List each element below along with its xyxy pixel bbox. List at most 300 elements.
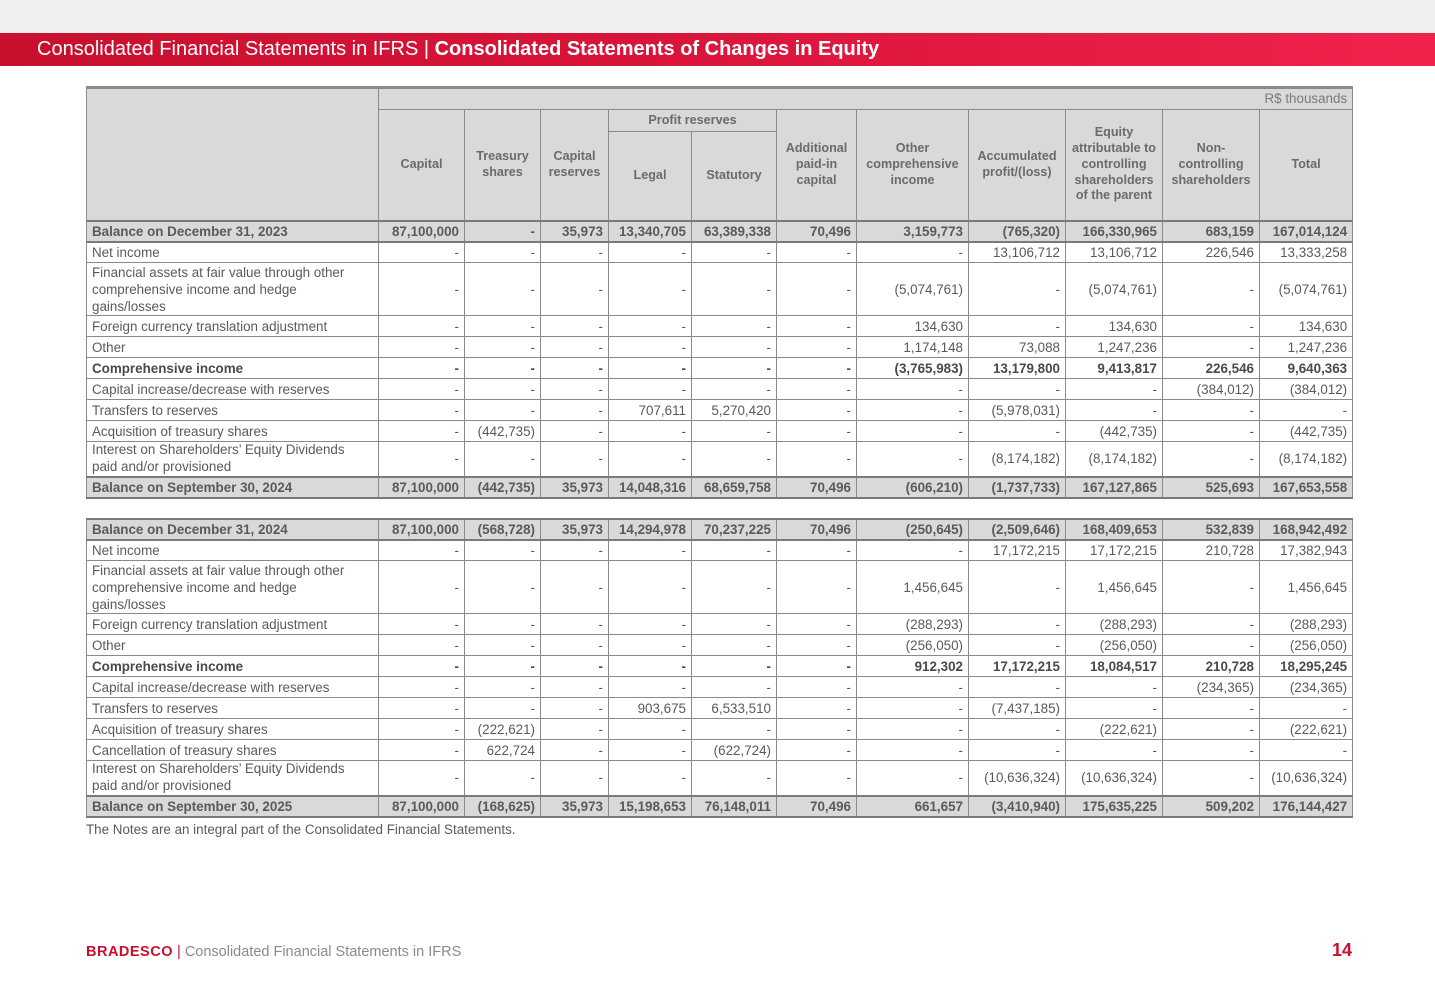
page-title-bar bbox=[0, 33, 1435, 66]
table-cell: - bbox=[777, 358, 857, 379]
table-cell: - bbox=[969, 635, 1066, 656]
table-cell: - bbox=[777, 400, 857, 421]
table-cell: - bbox=[1066, 740, 1163, 761]
table-cell: 168,409,653 bbox=[1066, 519, 1163, 540]
row-label: Interest on Shareholders’ Equity Dividends paid and/or provisioned bbox=[87, 442, 379, 477]
table-cell: - bbox=[609, 316, 692, 337]
table-cell: - bbox=[1163, 761, 1260, 796]
table-cell: - bbox=[692, 614, 777, 635]
table-cell: - bbox=[541, 400, 609, 421]
table-cell: (288,293) bbox=[1066, 614, 1163, 635]
table-cell: (10,636,324) bbox=[969, 761, 1066, 796]
table-cell: - bbox=[1163, 635, 1260, 656]
table-row bbox=[87, 540, 1353, 561]
table-cell: 70,496 bbox=[777, 796, 857, 817]
table-cell: - bbox=[379, 540, 465, 561]
table-cell: - bbox=[541, 421, 609, 442]
table-cell: - bbox=[1066, 677, 1163, 698]
table-cell: (288,293) bbox=[1260, 614, 1353, 635]
table-cell: - bbox=[609, 263, 692, 316]
table-cell: - bbox=[465, 656, 541, 677]
table-cell: - bbox=[692, 263, 777, 316]
table-cell: (384,012) bbox=[1260, 379, 1353, 400]
table-cell: - bbox=[857, 379, 969, 400]
comprehensive-income-row bbox=[87, 656, 1353, 677]
page-number: 14 bbox=[1331, 940, 1352, 960]
table-cell: - bbox=[692, 656, 777, 677]
table-cell: (606,210) bbox=[857, 477, 969, 498]
table-cell: - bbox=[692, 635, 777, 656]
table-cell: - bbox=[465, 614, 541, 635]
col-header-treasury: Treasury shares bbox=[465, 110, 541, 221]
table-cell: - bbox=[379, 677, 465, 698]
table-cell: - bbox=[1163, 719, 1260, 740]
row-label-header bbox=[87, 88, 379, 221]
page-footer bbox=[86, 944, 461, 960]
table-cell: 15,198,653 bbox=[609, 796, 692, 817]
table-cell: - bbox=[465, 540, 541, 561]
table-cell: - bbox=[777, 635, 857, 656]
table-cell: 226,546 bbox=[1163, 358, 1260, 379]
table-cell: 87,100,000 bbox=[379, 221, 465, 242]
table-cell: 226,546 bbox=[1163, 242, 1260, 263]
table-cell: 35,973 bbox=[541, 519, 609, 540]
table-cell: - bbox=[777, 242, 857, 263]
table-cell: - bbox=[1260, 698, 1353, 719]
table-cell: - bbox=[465, 221, 541, 242]
table-cell: - bbox=[1163, 442, 1260, 477]
row-label: Comprehensive income bbox=[87, 358, 379, 379]
table-cell: 166,330,965 bbox=[1066, 221, 1163, 242]
table-cell: - bbox=[1163, 421, 1260, 442]
table-cell: - bbox=[777, 677, 857, 698]
table-row bbox=[87, 677, 1353, 698]
table-cell: (5,074,761) bbox=[857, 263, 969, 316]
row-label: Transfers to reserves bbox=[87, 400, 379, 421]
table-cell: - bbox=[379, 614, 465, 635]
title-regular: Consolidated Financial Statements in IFRS | bbox=[37, 38, 435, 60]
table-cell: - bbox=[1163, 316, 1260, 337]
table-cell: - bbox=[777, 719, 857, 740]
table-cell: - bbox=[379, 263, 465, 316]
row-label: Capital increase/decrease with reserves bbox=[87, 677, 379, 698]
table-cell: - bbox=[692, 719, 777, 740]
section-2024 bbox=[87, 221, 1353, 498]
table-row bbox=[87, 614, 1353, 635]
col-header-statutory: Statutory bbox=[692, 132, 777, 221]
footnote: The Notes are an integral part of the Consolidated Financial Statements. bbox=[86, 822, 516, 837]
row-label: Interest on Shareholders’ Equity Dividends paid and/or provisioned bbox=[87, 761, 379, 796]
table-row bbox=[87, 242, 1353, 263]
table-cell: (3,410,940) bbox=[969, 796, 1066, 817]
table-cell: - bbox=[692, 761, 777, 796]
balance-row bbox=[87, 519, 1353, 540]
table-cell: - bbox=[465, 442, 541, 477]
balance-row bbox=[87, 477, 1353, 498]
table-cell: - bbox=[777, 614, 857, 635]
table-cell: - bbox=[969, 421, 1066, 442]
table-cell: - bbox=[465, 316, 541, 337]
row-label: Balance on December 31, 2023 bbox=[87, 221, 379, 242]
col-header-accumulated: Accumulated profit/(loss) bbox=[969, 110, 1066, 221]
table-cell: - bbox=[541, 263, 609, 316]
table-cell: - bbox=[465, 400, 541, 421]
balance-row bbox=[87, 221, 1353, 242]
title-bold: Consolidated Statements of Changes in Equity bbox=[434, 38, 880, 60]
table-cell: - bbox=[465, 677, 541, 698]
table-cell: - bbox=[541, 740, 609, 761]
table-cell: - bbox=[857, 421, 969, 442]
col-header-total: Total bbox=[1260, 110, 1353, 221]
table-cell: - bbox=[379, 242, 465, 263]
table-cell: - bbox=[692, 337, 777, 358]
table-cell: 35,973 bbox=[541, 477, 609, 498]
table-cell: 17,172,215 bbox=[969, 656, 1066, 677]
table-cell: 63,389,338 bbox=[692, 221, 777, 242]
table-cell: 17,382,943 bbox=[1260, 540, 1353, 561]
table-cell: - bbox=[541, 761, 609, 796]
table-cell: - bbox=[692, 316, 777, 337]
table-cell: (222,621) bbox=[465, 719, 541, 740]
table-cell: - bbox=[465, 337, 541, 358]
brand-logo-text: BRADESCO bbox=[86, 944, 173, 960]
table-cell: (8,174,182) bbox=[1066, 442, 1163, 477]
table-cell: - bbox=[857, 242, 969, 263]
table-cell: - bbox=[1163, 614, 1260, 635]
table-cell: - bbox=[379, 635, 465, 656]
table-cell: - bbox=[692, 561, 777, 614]
equity-changes-table bbox=[86, 86, 1353, 818]
table-cell: - bbox=[379, 379, 465, 400]
row-label: Other bbox=[87, 635, 379, 656]
table-cell: - bbox=[541, 635, 609, 656]
table-cell: - bbox=[379, 740, 465, 761]
row-label: Net income bbox=[87, 242, 379, 263]
col-header-nci: Non-controlling shareholders bbox=[1163, 110, 1260, 221]
table-cell: 70,496 bbox=[777, 519, 857, 540]
table-cell: - bbox=[777, 761, 857, 796]
row-label: Foreign currency translation adjustment bbox=[87, 614, 379, 635]
table-cell: 18,084,517 bbox=[1066, 656, 1163, 677]
table-cell: 176,144,427 bbox=[1260, 796, 1353, 817]
table-cell: 167,014,124 bbox=[1260, 221, 1353, 242]
table-cell: - bbox=[857, 400, 969, 421]
table-cell: 210,728 bbox=[1163, 540, 1260, 561]
table-cell: 167,653,558 bbox=[1260, 477, 1353, 498]
table-cell: - bbox=[609, 421, 692, 442]
table-cell: - bbox=[541, 242, 609, 263]
table-row bbox=[87, 263, 1353, 316]
table-cell: - bbox=[857, 698, 969, 719]
table-cell: (442,735) bbox=[465, 421, 541, 442]
table-cell: - bbox=[465, 242, 541, 263]
table-cell: 13,333,258 bbox=[1260, 242, 1353, 263]
top-band bbox=[0, 0, 1435, 33]
table-cell: - bbox=[1066, 400, 1163, 421]
row-label: Foreign currency translation adjustment bbox=[87, 316, 379, 337]
table-cell: - bbox=[541, 379, 609, 400]
table-cell: - bbox=[541, 442, 609, 477]
table-cell: - bbox=[609, 337, 692, 358]
row-label: Financial assets at fair value through other comprehensive income and hedge gains/losses bbox=[87, 561, 379, 614]
table-cell: 707,611 bbox=[609, 400, 692, 421]
table-cell: 134,630 bbox=[1066, 316, 1163, 337]
table-cell: 35,973 bbox=[541, 221, 609, 242]
table-cell: (234,365) bbox=[1163, 677, 1260, 698]
table-cell: - bbox=[857, 719, 969, 740]
row-label: Balance on September 30, 2025 bbox=[87, 796, 379, 817]
table-cell: 1,247,236 bbox=[1260, 337, 1353, 358]
row-label: Acquisition of treasury shares bbox=[87, 421, 379, 442]
table-cell: - bbox=[1163, 337, 1260, 358]
table-cell: 14,294,978 bbox=[609, 519, 692, 540]
table-cell: - bbox=[969, 719, 1066, 740]
table-cell: 17,172,215 bbox=[969, 540, 1066, 561]
table-cell: - bbox=[541, 561, 609, 614]
table-cell: - bbox=[857, 677, 969, 698]
table-cell: - bbox=[1066, 379, 1163, 400]
row-label: Other bbox=[87, 337, 379, 358]
table-row bbox=[87, 719, 1353, 740]
table-cell: 1,456,645 bbox=[1260, 561, 1353, 614]
table-cell: - bbox=[379, 358, 465, 379]
table-cell: - bbox=[465, 761, 541, 796]
table-cell: 210,728 bbox=[1163, 656, 1260, 677]
table-cell: - bbox=[609, 379, 692, 400]
table-cell: 1,247,236 bbox=[1066, 337, 1163, 358]
table-cell: - bbox=[609, 540, 692, 561]
col-header-legal: Legal bbox=[609, 132, 692, 221]
table-cell: - bbox=[541, 677, 609, 698]
row-label: Financial assets at fair value through other comprehensive income and hedge gains/losses bbox=[87, 263, 379, 316]
table-row bbox=[87, 740, 1353, 761]
table-cell: - bbox=[857, 761, 969, 796]
table-cell: - bbox=[777, 337, 857, 358]
table-cell: - bbox=[379, 719, 465, 740]
table-cell: (288,293) bbox=[857, 614, 969, 635]
table-row bbox=[87, 561, 1353, 614]
table-cell: 622,724 bbox=[465, 740, 541, 761]
table-cell: 134,630 bbox=[1260, 316, 1353, 337]
table-cell: (10,636,324) bbox=[1066, 761, 1163, 796]
table-cell: - bbox=[379, 400, 465, 421]
table-cell: (168,625) bbox=[465, 796, 541, 817]
table-row bbox=[87, 635, 1353, 656]
table-cell: - bbox=[379, 561, 465, 614]
table-cell: 70,237,225 bbox=[692, 519, 777, 540]
table-cell: 912,302 bbox=[857, 656, 969, 677]
table-cell: - bbox=[541, 719, 609, 740]
table-cell: - bbox=[465, 379, 541, 400]
table-cell: - bbox=[692, 677, 777, 698]
table-row bbox=[87, 379, 1353, 400]
table-cell: (256,050) bbox=[1260, 635, 1353, 656]
table-cell: - bbox=[692, 540, 777, 561]
footer-text: Consolidated Financial Statements in IFRS bbox=[184, 944, 462, 960]
table-cell: 70,496 bbox=[777, 221, 857, 242]
table-cell: - bbox=[777, 698, 857, 719]
table-row bbox=[87, 761, 1353, 796]
footer-separator: | bbox=[172, 944, 185, 960]
table-cell: - bbox=[379, 316, 465, 337]
table-cell: - bbox=[692, 379, 777, 400]
table-cell: - bbox=[379, 656, 465, 677]
table-cell: (250,645) bbox=[857, 519, 969, 540]
table-cell: - bbox=[465, 561, 541, 614]
table-cell: 167,127,865 bbox=[1066, 477, 1163, 498]
table-cell: - bbox=[541, 316, 609, 337]
table-cell: 6,533,510 bbox=[692, 698, 777, 719]
table-cell: - bbox=[379, 442, 465, 477]
comprehensive-income-row bbox=[87, 358, 1353, 379]
table-cell: 73,088 bbox=[969, 337, 1066, 358]
table-cell: 68,659,758 bbox=[692, 477, 777, 498]
table-cell: - bbox=[609, 677, 692, 698]
table-cell: - bbox=[1260, 740, 1353, 761]
table-row bbox=[87, 421, 1353, 442]
table-cell: - bbox=[969, 740, 1066, 761]
table-cell: - bbox=[541, 540, 609, 561]
table-cell: 9,640,363 bbox=[1260, 358, 1353, 379]
table-cell: (5,074,761) bbox=[1260, 263, 1353, 316]
table-cell: - bbox=[609, 614, 692, 635]
col-header-capital: Capital bbox=[379, 110, 465, 221]
table-cell: 683,159 bbox=[1163, 221, 1260, 242]
table-cell: 525,693 bbox=[1163, 477, 1260, 498]
table-cell: 134,630 bbox=[857, 316, 969, 337]
col-header-equity-parent: Equity attributable to controlling shareholders of the parent bbox=[1066, 110, 1163, 221]
table-cell: - bbox=[777, 561, 857, 614]
table-cell: 13,106,712 bbox=[1066, 242, 1163, 263]
row-label: Acquisition of treasury shares bbox=[87, 719, 379, 740]
table-cell: (3,765,983) bbox=[857, 358, 969, 379]
group-header-profit-reserves: Profit reserves bbox=[609, 110, 777, 132]
table-cell: - bbox=[969, 379, 1066, 400]
table-cell: - bbox=[777, 442, 857, 477]
table-cell: - bbox=[777, 379, 857, 400]
table-cell: (1,737,733) bbox=[969, 477, 1066, 498]
table-cell: 903,675 bbox=[609, 698, 692, 719]
table-cell: - bbox=[777, 316, 857, 337]
table-cell: (222,621) bbox=[1066, 719, 1163, 740]
table-cell: 1,456,645 bbox=[1066, 561, 1163, 614]
row-label: Cancellation of treasury shares bbox=[87, 740, 379, 761]
table-cell: - bbox=[465, 635, 541, 656]
table-cell: 13,179,800 bbox=[969, 358, 1066, 379]
table-cell: - bbox=[541, 358, 609, 379]
table-cell: - bbox=[777, 656, 857, 677]
table-cell: - bbox=[692, 242, 777, 263]
table-cell: - bbox=[1163, 561, 1260, 614]
table-cell: 14,048,316 bbox=[609, 477, 692, 498]
table-row bbox=[87, 316, 1353, 337]
table-row bbox=[87, 337, 1353, 358]
table-cell: (256,050) bbox=[857, 635, 969, 656]
table-cell: - bbox=[692, 421, 777, 442]
table-cell: - bbox=[1163, 400, 1260, 421]
table-cell: 17,172,215 bbox=[1066, 540, 1163, 561]
table-cell: - bbox=[609, 242, 692, 263]
table-cell: - bbox=[857, 540, 969, 561]
table-cell: (442,735) bbox=[1066, 421, 1163, 442]
table-cell: 5,270,420 bbox=[692, 400, 777, 421]
table-row bbox=[87, 400, 1353, 421]
table-cell: - bbox=[857, 442, 969, 477]
table-cell: - bbox=[379, 698, 465, 719]
table-cell: (442,735) bbox=[465, 477, 541, 498]
table-cell: 35,973 bbox=[541, 796, 609, 817]
table-cell: - bbox=[969, 677, 1066, 698]
table-cell: (10,636,324) bbox=[1260, 761, 1353, 796]
table-cell: 1,174,148 bbox=[857, 337, 969, 358]
table-cell: - bbox=[379, 421, 465, 442]
row-label: Transfers to reserves bbox=[87, 698, 379, 719]
table-cell: 661,657 bbox=[857, 796, 969, 817]
table-cell: (8,174,182) bbox=[1260, 442, 1353, 477]
table-cell: - bbox=[692, 358, 777, 379]
table-cell: - bbox=[969, 263, 1066, 316]
table-cell: 76,148,011 bbox=[692, 796, 777, 817]
table-cell: 87,100,000 bbox=[379, 519, 465, 540]
table-cell: - bbox=[609, 561, 692, 614]
row-label: Capital increase/decrease with reserves bbox=[87, 379, 379, 400]
table-cell: 18,295,245 bbox=[1260, 656, 1353, 677]
table-cell: 532,839 bbox=[1163, 519, 1260, 540]
table-cell: 13,106,712 bbox=[969, 242, 1066, 263]
table-cell: 3,159,773 bbox=[857, 221, 969, 242]
table-cell: - bbox=[465, 263, 541, 316]
table-cell: - bbox=[1163, 740, 1260, 761]
table-cell: - bbox=[1163, 263, 1260, 316]
equity-table-container bbox=[86, 86, 1352, 818]
table-cell: - bbox=[692, 442, 777, 477]
table-cell: - bbox=[379, 761, 465, 796]
table-cell: - bbox=[777, 263, 857, 316]
table-cell: 87,100,000 bbox=[379, 477, 465, 498]
table-cell: (256,050) bbox=[1066, 635, 1163, 656]
table-cell: - bbox=[969, 614, 1066, 635]
table-cell: (222,621) bbox=[1260, 719, 1353, 740]
table-cell: - bbox=[857, 740, 969, 761]
table-cell: - bbox=[1066, 698, 1163, 719]
table-cell: - bbox=[609, 719, 692, 740]
table-cell: 1,456,645 bbox=[857, 561, 969, 614]
table-cell: - bbox=[541, 337, 609, 358]
table-cell: 175,635,225 bbox=[1066, 796, 1163, 817]
table-cell: (2,509,646) bbox=[969, 519, 1066, 540]
table-cell: 87,100,000 bbox=[379, 796, 465, 817]
row-label: Balance on December 31, 2024 bbox=[87, 519, 379, 540]
col-header-apic: Additional paid-in capital bbox=[777, 110, 857, 221]
table-cell: (568,728) bbox=[465, 519, 541, 540]
row-label: Net income bbox=[87, 540, 379, 561]
table-cell: - bbox=[777, 421, 857, 442]
section-gap bbox=[87, 498, 1353, 519]
table-row bbox=[87, 698, 1353, 719]
table-cell: - bbox=[465, 358, 541, 379]
table-cell: 70,496 bbox=[777, 477, 857, 498]
table-cell: - bbox=[379, 337, 465, 358]
table-cell: (8,174,182) bbox=[969, 442, 1066, 477]
table-cell: - bbox=[609, 740, 692, 761]
table-cell: - bbox=[969, 561, 1066, 614]
table-cell: - bbox=[777, 740, 857, 761]
table-cell: - bbox=[1260, 400, 1353, 421]
table-cell: (442,735) bbox=[1260, 421, 1353, 442]
table-cell: (765,320) bbox=[969, 221, 1066, 242]
table-cell: - bbox=[969, 316, 1066, 337]
table-cell: - bbox=[609, 656, 692, 677]
